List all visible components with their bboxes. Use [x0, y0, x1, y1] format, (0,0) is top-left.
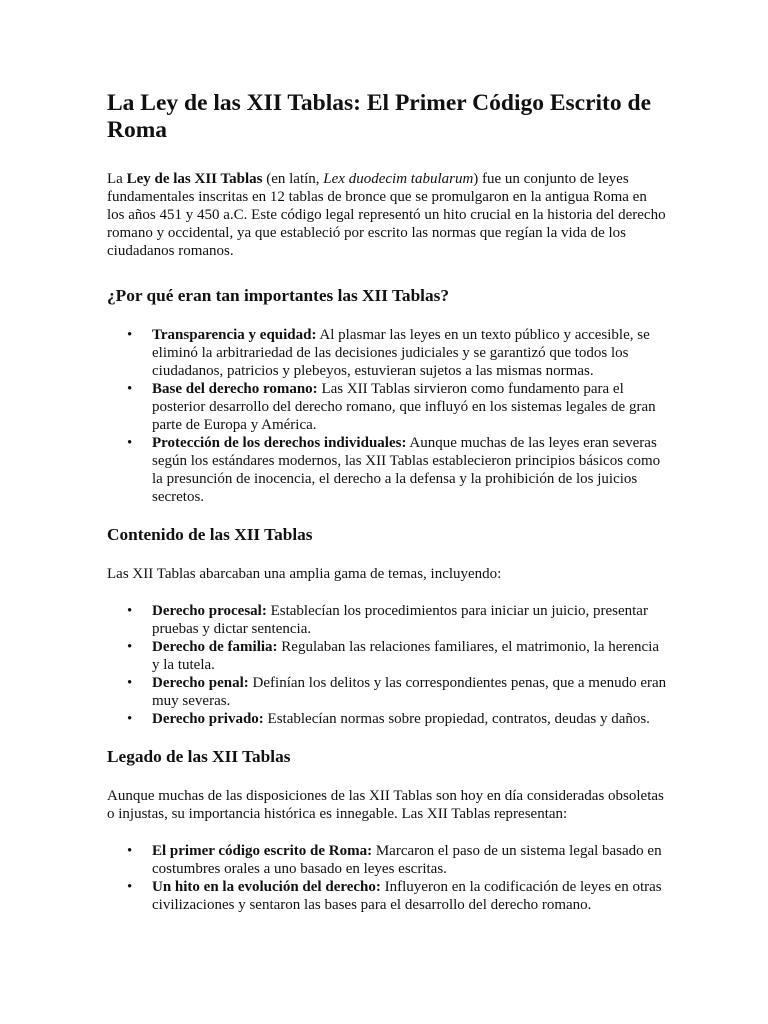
list-item: [107, 842, 667, 878]
intro-middle: (en latín,: [262, 171, 324, 187]
bullet-icon: •: [127, 603, 133, 619]
list-item-term: Un hito en la evolución del derecho:: [152, 879, 381, 895]
list-item-term: Protección de los derechos individuales:: [152, 435, 407, 451]
bullet-icon: •: [127, 879, 133, 895]
list-item-term: Derecho privado:: [152, 711, 264, 727]
bullet-icon: •: [127, 327, 133, 343]
section-heading-why: ¿Por qué eran tan importantes las XII Tablas?: [107, 286, 449, 305]
legacy-paragraph: Aunque muchas de las disposiciones de las XII Tablas son hoy en día consideradas obsoletas o injustas, su importancia histórica es innegable. Las XII Tablas representan:: [107, 788, 664, 822]
list-item-term: Derecho de familia:: [152, 639, 278, 655]
list-item-text: Establecían normas sobre propiedad, contratos, deudas y daños.: [263, 711, 650, 727]
list-item: [107, 380, 667, 434]
list-item-term: Derecho procesal:: [152, 603, 267, 619]
intro-suffix: ) fue un conjunto de leyes fundamentales inscritas en 12 tablas de bronce que se promulgaron en la antigua Roma en los años 451 y 450 a.C. Este código legal representó un hito crucial en la historia del derecho romano y occidental, ya que estableció por escrito las normas que regían la vida de los ciudadanos romanos.: [107, 171, 666, 259]
bullet-icon: •: [127, 381, 133, 397]
list-item: [107, 434, 667, 506]
list-item-text: Marcaron el paso de un sistema legal basado en costumbres orales a uno basado en leyes escritas.: [152, 843, 662, 877]
legacy-list: [107, 842, 667, 914]
list-item-text: Establecían los procedimientos para iniciar un juicio, presentar pruebas y dictar sentencia.: [152, 603, 648, 637]
list-item-term: Derecho penal:: [152, 675, 249, 691]
list-item-text: Al plasmar las leyes en un texto público y accesible, se eliminó la arbitrariedad de las decisiones judiciales y se garantizó que todos los ciudadanos, patricios y plebeyos, estuvieran sujetos a las mismas normas.: [152, 327, 650, 379]
bullet-icon: •: [127, 639, 133, 655]
section-heading-legacy: Legado de las XII Tablas: [107, 747, 291, 766]
bullet-icon: •: [127, 435, 133, 451]
document-page: [107, 90, 667, 914]
list-item: [107, 326, 667, 380]
list-item-text: Las XII Tablas sirvieron como fundamento para el posterior desarrollo del derecho romano, que influyó en los sistemas legales de gran parte de Europa y América.: [152, 381, 656, 433]
list-item: [107, 878, 667, 914]
intro-latin-name: Lex duodecim tabularum: [323, 171, 474, 187]
list-item: [107, 602, 667, 638]
list-item-term: Transparencia y equidad:: [152, 327, 317, 343]
content-list: [107, 602, 667, 728]
list-item-term: El primer código escrito de Roma:: [152, 843, 373, 859]
intro-prefix: La: [107, 171, 127, 187]
list-item-text: Definían los delitos y las correspondientes penas, que a menudo eran muy severas.: [152, 675, 667, 709]
list-item-text: Regulaban las relaciones familiares, el matrimonio, la herencia y la tutela.: [152, 639, 660, 673]
list-item: [107, 638, 667, 674]
bullet-icon: •: [127, 711, 133, 727]
section-heading-content: Contenido de las XII Tablas: [107, 525, 313, 544]
list-item-text: Aunque muchas de las leyes eran severas según los estándares modernos, las XII Tablas establecieron principios básicos como la presunción de inocencia, el derecho a la defensa y la prohibición de los juicios secretos.: [152, 435, 661, 505]
intro-bold-term: Ley de las XII Tablas: [126, 171, 263, 187]
bullet-icon: •: [127, 843, 133, 859]
page-title: La Ley de las XII Tablas: El Primer Código Escrito de Roma: [107, 90, 652, 143]
intro-paragraph: [107, 170, 667, 260]
list-item: [107, 674, 667, 710]
list-item-text: Influyeron en la codificación de leyes en otras civilizaciones y sentaron las bases para el desarrollo del derecho romano.: [152, 879, 662, 913]
why-list: [107, 326, 667, 506]
list-item-term: Base del derecho romano:: [152, 381, 318, 397]
bullet-icon: •: [127, 675, 133, 691]
content-paragraph: Las XII Tablas abarcaban una amplia gama de temas, incluyendo:: [107, 566, 502, 582]
list-item: [107, 710, 667, 728]
